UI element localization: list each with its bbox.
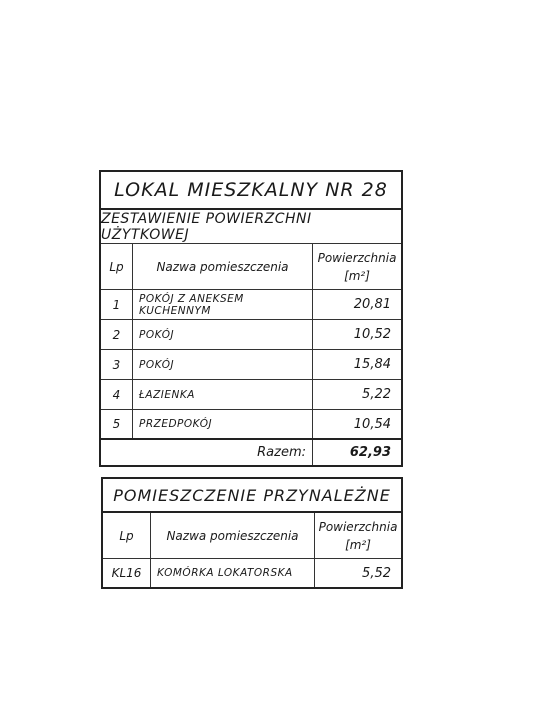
- ancillary-title: POMIESZCZENIE PRZYNALEŻNE: [103, 479, 401, 513]
- row-room-name: POKÓJ Z ANEKSEM KUCHENNYM: [133, 290, 313, 319]
- table-header-row: [103, 513, 401, 559]
- row-area: 5,22: [362, 387, 391, 402]
- residential-unit-table: [99, 170, 403, 467]
- row-room-name: ŁAZIENKA: [133, 380, 313, 409]
- header-area-label: Powierzchnia: [317, 250, 397, 265]
- table-row: [101, 290, 401, 320]
- table-row: [103, 559, 401, 587]
- total-row: [101, 440, 401, 465]
- row-lp: 4: [101, 380, 133, 409]
- total-value: 62,93: [349, 445, 391, 460]
- table-row: [101, 380, 401, 410]
- header-area-label: Powierzchnia: [318, 519, 398, 534]
- total-label: Razem:: [257, 445, 306, 460]
- total-label-cell: [101, 440, 313, 465]
- header-area: [315, 513, 401, 558]
- row-lp: KL16: [103, 559, 151, 587]
- header-area: [313, 244, 401, 289]
- header-lp: Lp: [101, 244, 133, 289]
- row-area: 10,54: [353, 416, 391, 432]
- row-room-name: KOMÓRKA LOKATORSKA: [151, 559, 315, 587]
- row-room-name: POKÓJ: [133, 350, 313, 379]
- row-area: 10,52: [353, 327, 391, 342]
- row-room-name: POKÓJ: [133, 320, 313, 349]
- row-lp: 5: [101, 410, 133, 438]
- header-area-unit: [m²]: [344, 268, 370, 283]
- table-row: [101, 350, 401, 380]
- row-area: 20,81: [353, 297, 391, 312]
- row-lp: 3: [101, 350, 133, 379]
- row-lp: 1: [101, 290, 133, 319]
- row-lp: 2: [101, 320, 133, 349]
- header-lp: Lp: [103, 513, 151, 558]
- header-area-unit: [m²]: [345, 537, 371, 552]
- header-room-name: Nazwa pomieszczenia: [151, 513, 315, 558]
- table-row: [101, 410, 401, 440]
- row-area: 15,84: [353, 357, 391, 372]
- unit-title: LOKAL MIESZKALNY NR 28: [101, 172, 401, 210]
- table-row: [101, 320, 401, 350]
- header-room-name: Nazwa pomieszczenia: [133, 244, 313, 289]
- row-area: 5,52: [362, 565, 391, 581]
- table-subtitle: ZESTAWIENIE POWIERZCHNI UŻYTKOWEJ: [101, 210, 401, 244]
- ancillary-room-table: [101, 477, 403, 589]
- table-header-row: [101, 244, 401, 290]
- row-room-name: PRZEDPOKÓJ: [133, 410, 313, 438]
